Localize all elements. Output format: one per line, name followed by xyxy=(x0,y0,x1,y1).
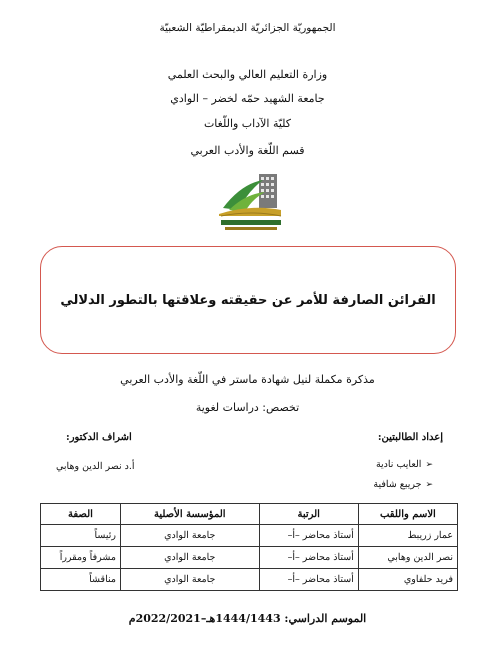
jury-name: عمار زريبط xyxy=(358,525,457,547)
student-name-text: العايب نادية xyxy=(375,459,422,470)
thesis-title-box xyxy=(40,246,456,354)
prepared-by-label: إعداد الطالبتين: xyxy=(377,432,443,443)
academic-season: الموسم الدراسي: 1444/1443هـ–2022/2021م xyxy=(128,612,367,625)
jury-table xyxy=(40,503,458,591)
faculty-header: كليّة الآداب واللّغات xyxy=(203,117,292,130)
header-rank: الرتبة xyxy=(259,504,358,525)
table-row xyxy=(41,569,458,591)
arrow-bullet-icon: ➢ xyxy=(425,460,433,470)
table-row xyxy=(41,547,458,569)
header-name: الاسم واللقب xyxy=(358,504,457,525)
header-institution: المؤسسة الأصلية xyxy=(120,504,259,525)
university-header: جامعة الشهيد حمّه لخضر – الوادي xyxy=(170,92,325,105)
jury-role: مناقشاً xyxy=(41,569,121,591)
jury-name: نصر الدين وهابي xyxy=(358,547,457,569)
jury-rank: أستاذ محاضر –أ– xyxy=(259,525,358,547)
student-name-text: جريبع شافية xyxy=(373,479,422,490)
student-name xyxy=(373,479,433,490)
thesis-specialty: تخصص: دراسات لغوية xyxy=(195,401,300,414)
jury-institution: جامعة الوادي xyxy=(120,547,259,569)
jury-rank: أستاذ محاضر –أ– xyxy=(259,569,358,591)
supervision-label: اشراف الدكتور: xyxy=(66,432,132,443)
jury-role: رئيساً xyxy=(41,525,121,547)
jury-header-row xyxy=(41,504,458,525)
jury-rank: أستاذ محاضر –أ– xyxy=(259,547,358,569)
supervisor-name: أ.د نصر الدين وهابي xyxy=(56,461,135,472)
thesis-memo: مذكرة مكملة لنيل شهادة ماستر في اللّغة والأدب العربي xyxy=(120,373,375,386)
table-row xyxy=(41,525,458,547)
jury-name: فريد حلفاوي xyxy=(358,569,457,591)
student-name xyxy=(376,459,433,470)
jury-role: مشرفاً ومقرراً xyxy=(41,547,121,569)
university-logo-icon xyxy=(215,170,287,236)
jury-institution: جامعة الوادي xyxy=(120,525,259,547)
header-role: الصفة xyxy=(41,504,121,525)
arrow-bullet-icon: ➢ xyxy=(425,480,433,490)
thesis-title: القرائن الصارفة للأمر عن حقيقته وعلاقتها بالتطور الدلالي xyxy=(60,292,436,308)
jury-institution: جامعة الوادي xyxy=(120,569,259,591)
department-header: قسم اللّغة والأدب العربي xyxy=(190,144,305,157)
ministry-header: وزارة التعليم العالي والبحث العلمي xyxy=(167,68,328,81)
republic-header: الجمهوريّة الجزائريّة الديمقراطيّة الشعبيّة xyxy=(159,22,336,34)
